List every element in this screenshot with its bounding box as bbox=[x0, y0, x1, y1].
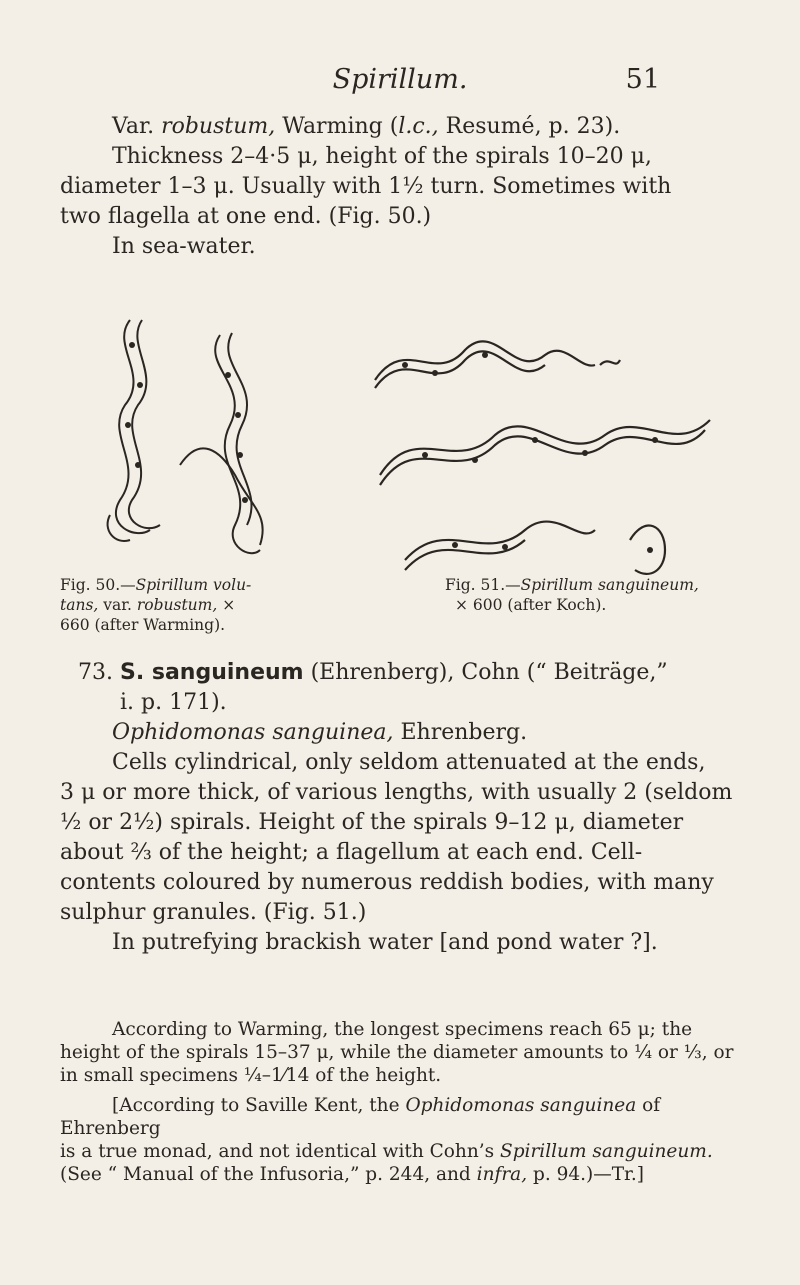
fig51-spiral-bottom bbox=[405, 522, 595, 560]
note-line-3: in small specimens ¼–1⁄14 of the height. bbox=[60, 1065, 442, 1086]
variety-line-2: Thickness 2–4·5 μ, height of the spirals 10–20 μ, bbox=[112, 144, 652, 169]
desc-line-5: contents coloured by numerous reddish bodies, with many bbox=[60, 870, 714, 895]
fig50-caption bbox=[60, 575, 300, 635]
note-line-1: According to Warming, the longest specimens reach 65 μ; the bbox=[112, 1019, 693, 1040]
variety-habitat: In sea-water. bbox=[112, 234, 256, 259]
variety-line-4: two flagella at one end. (Fig. 50.) bbox=[60, 204, 432, 229]
page-number: 51 bbox=[625, 64, 660, 95]
species-name: S. sanguineum bbox=[120, 660, 304, 685]
desc-line-4: about ⅔ of the height; a flagellum at each end. Cell- bbox=[60, 840, 643, 865]
fig51-caption-line-2: × 600 (after Koch). bbox=[455, 596, 607, 614]
fig50-caption-line-1: Fig. 50.—Spirillum volu- bbox=[60, 576, 252, 594]
species-73 bbox=[60, 658, 755, 958]
translator-note bbox=[60, 1094, 755, 1186]
synonym: Ophidomonas sanguinea, Ehrenberg. bbox=[112, 720, 528, 745]
figure-51-illustration bbox=[365, 325, 720, 590]
desc-line-6: sulphur granules. (Fig. 51.) bbox=[60, 900, 367, 925]
variety-paragraph bbox=[60, 112, 755, 262]
desc-line-3: ½ or 2½) spirals. Height of the spirals 9–12 μ, diameter bbox=[60, 810, 684, 835]
habitat: In putrefying brackish water [and pond water ?]. bbox=[112, 930, 658, 955]
fig50-caption-line-2: tans, var. robustum, × bbox=[60, 596, 236, 614]
fig51-caption bbox=[445, 575, 765, 615]
desc-line-1: Cells cylindrical, only seldom attenuated at the ends, bbox=[112, 750, 706, 775]
variety-line-3: diameter 1–3 μ. Usually with 1½ turn. Sometimes with bbox=[60, 174, 672, 199]
tr-line-2: is a true monad, and not identical with Cohn’s Spirillum sanguineum. bbox=[60, 1141, 713, 1162]
warming-note bbox=[60, 1018, 755, 1087]
fig51-caption-line-1: Fig. 51.—Spirillum sanguineum, bbox=[445, 576, 699, 594]
species-heading: 73. S. sanguineum (Ehrenberg), Cohn (“ Beiträge,” bbox=[78, 660, 668, 685]
figure-50-illustration bbox=[100, 315, 275, 565]
species-heading-line-2: i. p. 171). bbox=[120, 690, 227, 715]
fig50-caption-line-3: 660 (after Warming). bbox=[60, 616, 226, 634]
fig51-spiral-top bbox=[375, 341, 595, 380]
variety-line-1: Var. robustum, Warming (l.c., Resumé, p. 23). bbox=[112, 114, 621, 139]
fig51-spiral-middle bbox=[380, 420, 710, 475]
tr-line-3: (See “ Manual of the Infusoria,” p. 244, and infra, p. 94.)—Tr.] bbox=[60, 1164, 644, 1185]
note-line-2: height of the spirals 15–37 μ, while the diameter amounts to ¼ or ⅓, or bbox=[60, 1042, 734, 1063]
desc-line-2: 3 μ or more thick, of various lengths, with usually 2 (seldom bbox=[60, 780, 733, 805]
tr-line-1: [According to Saville Kent, the Ophidomonas sanguinea of Ehrenberg bbox=[60, 1095, 661, 1139]
running-head: Spirillum. bbox=[332, 64, 468, 95]
